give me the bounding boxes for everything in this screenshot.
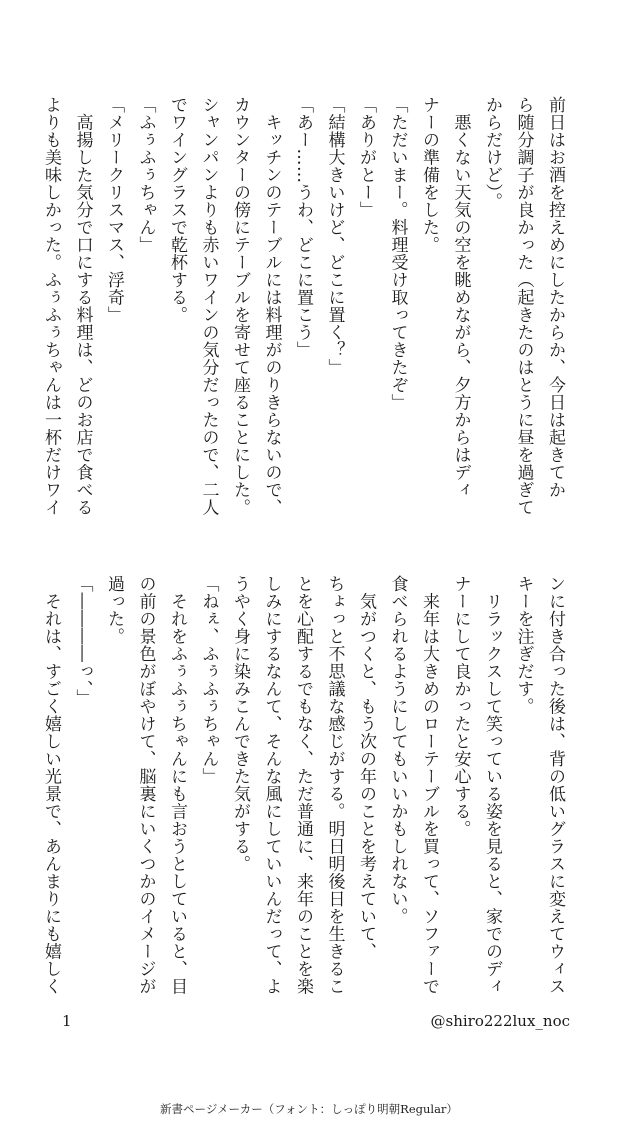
text-line: ナーの準備をした。 xyxy=(419,96,439,254)
text-line: からだけど）。 xyxy=(482,96,502,210)
text-line: キーを注ぎだす。 xyxy=(513,575,534,715)
text-line: それをふぅふぅちゃんにも言おうとしていると、目 xyxy=(167,575,187,995)
text-line: 気がつくと、もう次の年のことを考えていて、 xyxy=(356,575,376,960)
text-line: しみにするなんて、そんな風にしていいんだって、よ xyxy=(261,575,282,995)
text-line: キッチンのテーブルには料理がのりきらないので、 xyxy=(261,96,282,516)
text-line: の前の景色がぼやけて、脳裏にいくつかのイメージが xyxy=(135,575,156,995)
text-line: 前日はお酒を控えめにしたからか、今日は起きてか xyxy=(545,96,565,499)
text-line: よりも美味しかった。ふぅふぅちゃんは一杯だけワイ xyxy=(41,96,61,516)
text-line: とを心配するでもなく、ただ普通に、来年のことを楽 xyxy=(293,575,313,995)
text-line: 悪くない天気の空を眺めながら、夕方からはディ xyxy=(450,96,471,499)
text-line: 「メリークリスマス、浮奇」 xyxy=(104,96,124,324)
text-line: 「ねぇ、ふぅふぅちゃん」 xyxy=(198,575,219,785)
text-block-top xyxy=(35,96,571,526)
text-line: 「ありがとー」 xyxy=(356,96,376,219)
text-line: うやく身に染みこんできた気がする。 xyxy=(230,575,250,873)
text-line: ンに付き合った後は、背の低いグラスに変えてウィス xyxy=(545,575,565,995)
page-number: 1 xyxy=(62,1012,72,1030)
text-line: 高揚した気分で口にする料理は、どのお店で食べる xyxy=(72,96,93,516)
text-line: ら随分調子が良かった（起きたのはとうに昼を過ぎて xyxy=(513,96,534,516)
text-line: 食べられるようにしてもいいかもしれない。 xyxy=(387,575,408,925)
text-line: それは、すごく嬉しい光景で、あんまりにも嬉しく xyxy=(41,575,61,995)
text-line: シャンパンよりも赤いワインの気分だったので、二人 xyxy=(198,96,219,516)
text-line: 「ただいまー。料理受け取ってきたぞ」 xyxy=(387,96,408,411)
text-line: 「――――っ、」 xyxy=(72,575,93,707)
text-line: 過った。 xyxy=(104,575,124,645)
author-handle: @shiro222lux_noc xyxy=(430,1012,570,1030)
text-line: 来年は大きめのローテーブルを買って、ソファーで xyxy=(419,575,439,995)
text-line: 「ふぅふぅちゃん」 xyxy=(135,96,156,254)
text-line: カウンターの傍にテーブルを寄せて座ることにした。 xyxy=(230,96,250,516)
text-block-bottom xyxy=(35,575,571,1005)
text-line: リラックスして笑っている姿を見ると、家でのディ xyxy=(482,575,502,995)
text-line: ナーにして良かったと安心する。 xyxy=(450,575,471,838)
text-line: でワイングラスで乾杯する。 xyxy=(167,96,187,324)
text-line: 「結構大きいけど、どこに置く？」 xyxy=(324,96,345,376)
footer-credit: 新書ページメーカー（フォント：しっぽり明朝Regular） xyxy=(160,1102,458,1116)
text-line: 「あー……うわ、どこに置こう」 xyxy=(293,96,313,359)
text-line: ちょっと不思議な感じがする。明日明後日を生きるこ xyxy=(324,575,345,995)
